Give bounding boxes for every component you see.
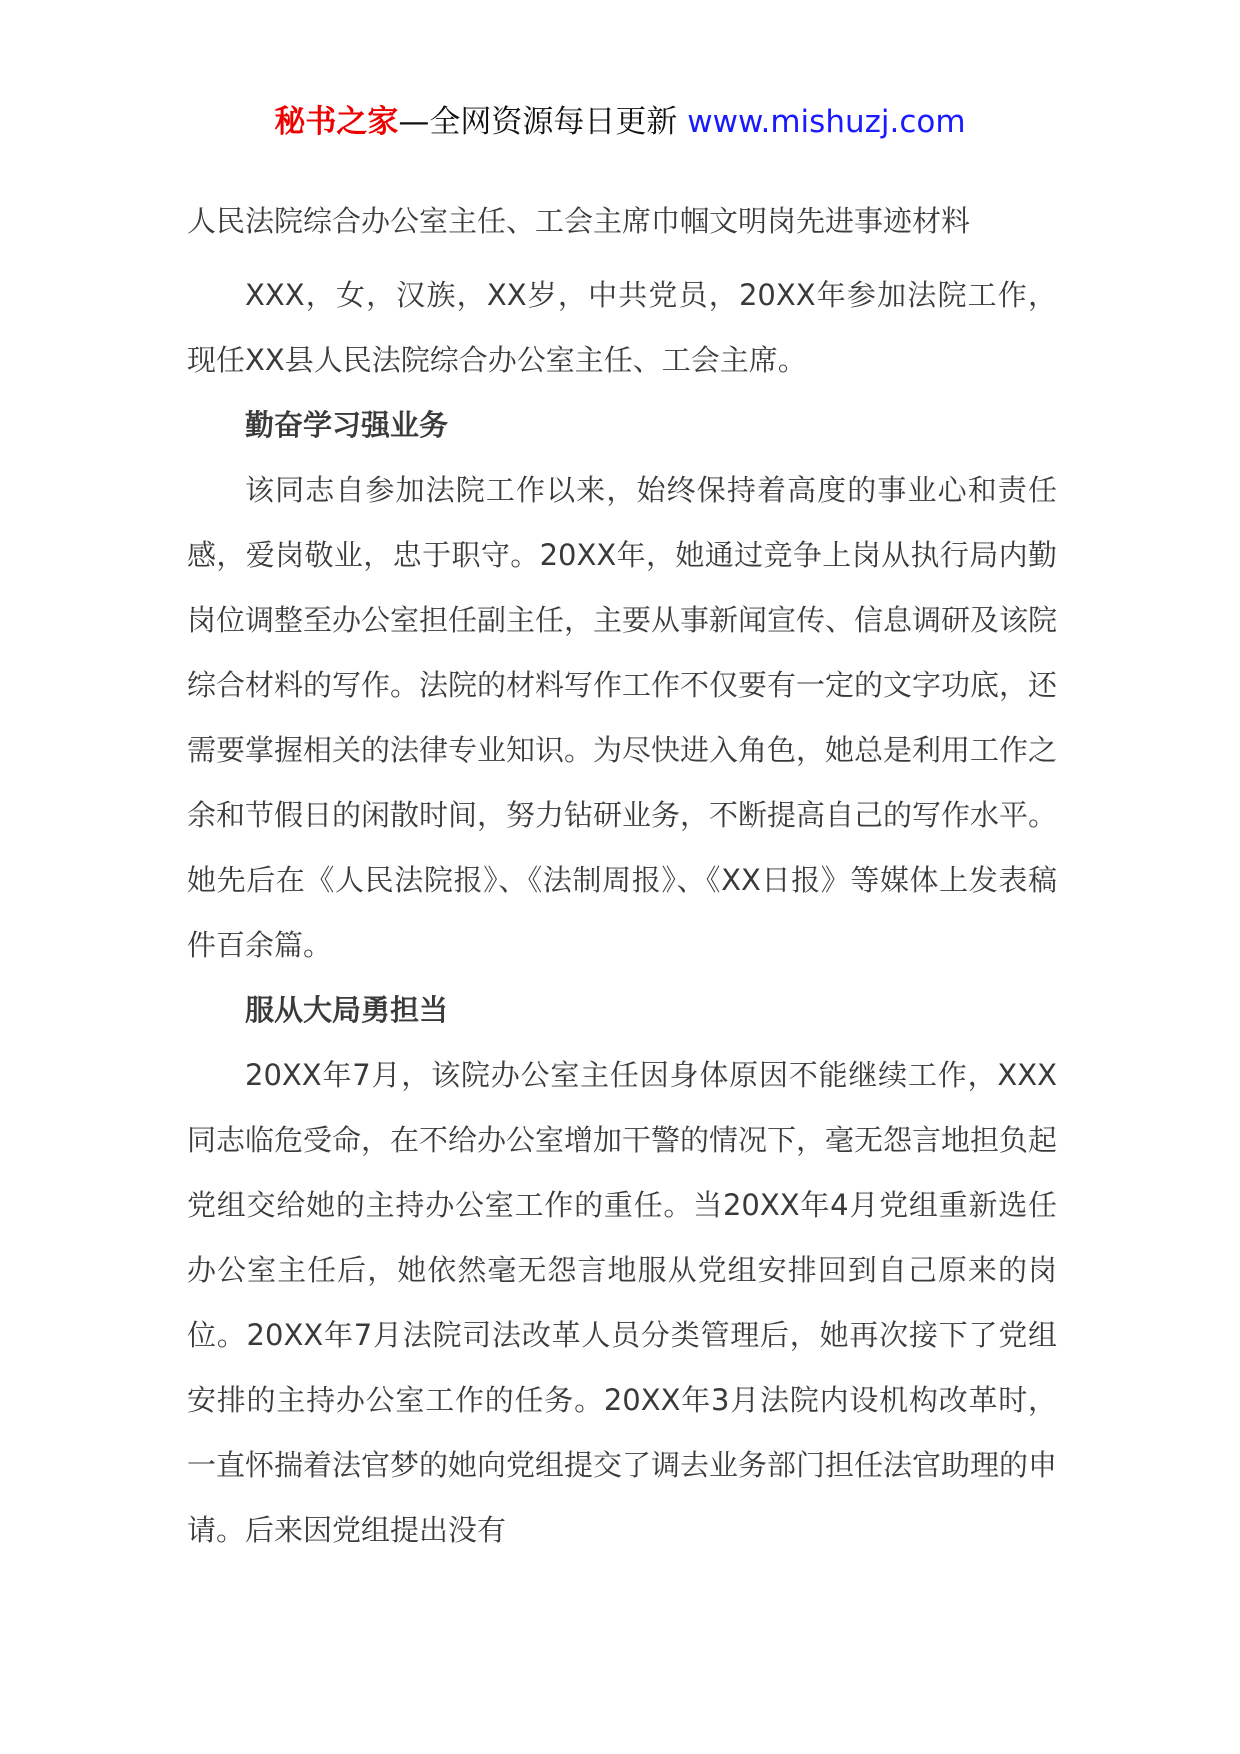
section-heading-duty: 服从大局勇担当: [245, 993, 449, 1027]
site-url-link[interactable]: www.mishuzj.com: [687, 104, 966, 140]
section-paragraph-duty: 20XX年7月，该院办公室主任因身体原因不能继续工作，XXX同志临危受命，在不给办公室增加干警的情况下，毫无怨言地担负起党组交给她的主持办公室工作的重任。当20XX年4月党组重新选任办公室主任后，她依然毫无怨言地服从党组安排回到自己原来的岗位。20XX年7月法院司法改革人员分类管理后，她再次接下了党组安排的主持办公室工作的任务。20XX年3月法院内设机构改革时，一直怀揣着法官梦的她向党组提交了调去业务部门担任法官助理的申请。后来因党组提出没有: [187, 1058, 1058, 1547]
document-body: [187, 196, 1057, 1563]
section-heading-study: 勤奋学习强业务: [245, 408, 449, 442]
site-header: [0, 100, 1240, 144]
header-tagline: —全网资源每日更新: [398, 104, 678, 140]
document-title: 人民法院综合办公室主任、工会主席巾帼文明岗先进事迹材料: [187, 204, 971, 238]
section-paragraph-study: 该同志自参加法院工作以来，始终保持着高度的事业心和责任感，爱岗敬业，忠于职守。20XX年，她通过竞争上岗从执行局内勤岗位调整至办公室担任副主任，主要从事新闻宣传、信息调研及该院综合材料的写作。法院的材料写作工作不仅要有一定的文字功底，还需要掌握相关的法律专业知识。为尽快进入角色，她总是利用工作之余和节假日的闲散时间，努力钻研业务，不断提高自己的写作水平。她先后在《人民法院报》、《法制周报》、《XX日报》等媒体上发表稿件百余篇。: [187, 473, 1058, 962]
intro-paragraph: XXX，女，汉族，XX岁，中共党员，20XX年参加法院工作，现任XX县人民法院综合办公室主任、工会主席。: [187, 278, 1057, 377]
brand-name: 秘书之家: [274, 104, 399, 140]
